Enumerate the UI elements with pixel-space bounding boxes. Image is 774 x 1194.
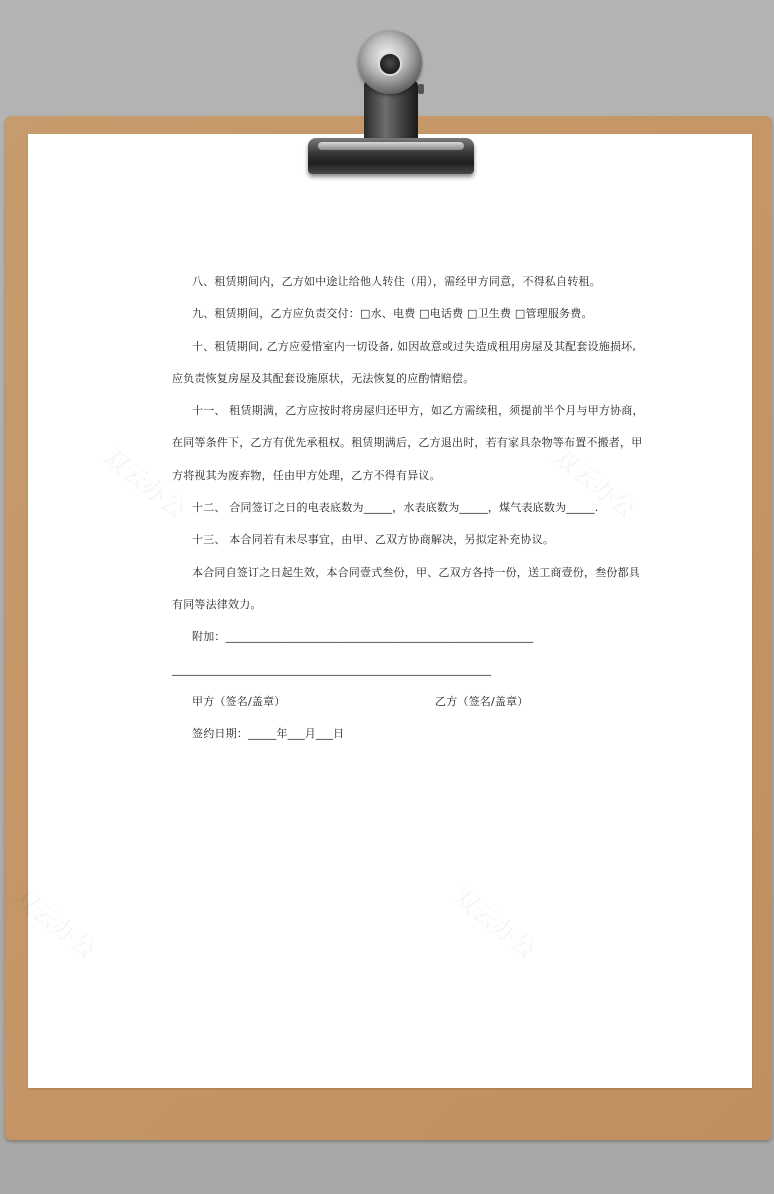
effective-clause-line-1: 本合同自签订之日起生效，本合同壹式叁份，甲、乙双方各持一份，送工商壹份，叁份都具 [192, 566, 640, 579]
clause-13: 十三、 本合同若有未尽事宜，由甲、乙双方协商解决，另拟定补充协议。 [192, 533, 555, 546]
document-page [28, 134, 752, 1088]
clause-12: 十二、 合同签订之日的电表底数为_____，水表底数为_____，煤气表底数为_____. [192, 501, 599, 514]
effective-clause-line-2: 有同等法律效力。 [172, 598, 262, 611]
clause-11-line-1: 十一、 租赁期满，乙方应按时将房屋归还甲方，如乙方需续租，须提前半个月与甲方协商， [192, 404, 644, 417]
signing-date: 签约日期：_____年___月___日 [192, 727, 345, 740]
clip-hole [378, 52, 402, 76]
clip-plate-highlight [318, 142, 464, 150]
clause-10-line-1: 十、租赁期间, 乙方应爱惜室内一切设备, 如因故意或过失造成租用房屋及其配套设施损坏, [192, 340, 637, 353]
party-b-signature: 乙方（签名/盖章） [435, 695, 529, 708]
clause-11-line-2: 在同等条件下，乙方有优先承租权。租赁期满后，乙方退出时，若有家具杂物等布置不搬者，甲 [172, 436, 643, 449]
watermark [447, 878, 544, 965]
clause-11-line-3: 方将视其为废弃物，任由甲方处理，乙方不得有异议。 [172, 469, 441, 482]
addendum-continuation-line: ________________________________________________________ [172, 663, 492, 676]
clause-10-line-2: 应负责恢复房屋及其配套设施原状，无法恢复的应酌情赔偿。 [172, 372, 475, 385]
clip-pin [418, 84, 424, 94]
addendum-line: 附加：______________________________________________________ [192, 630, 534, 643]
clause-9: 九、租赁期间，乙方应负责交付：□水、电费 □电话费 □卫生费 □管理服务费。 [192, 307, 593, 320]
clause-8: 八、租赁期间内，乙方如中途让给他人转住（用），需经甲方同意，不得私自转租。 [192, 275, 601, 288]
party-a-signature: 甲方（签名/盖章） [192, 695, 286, 708]
